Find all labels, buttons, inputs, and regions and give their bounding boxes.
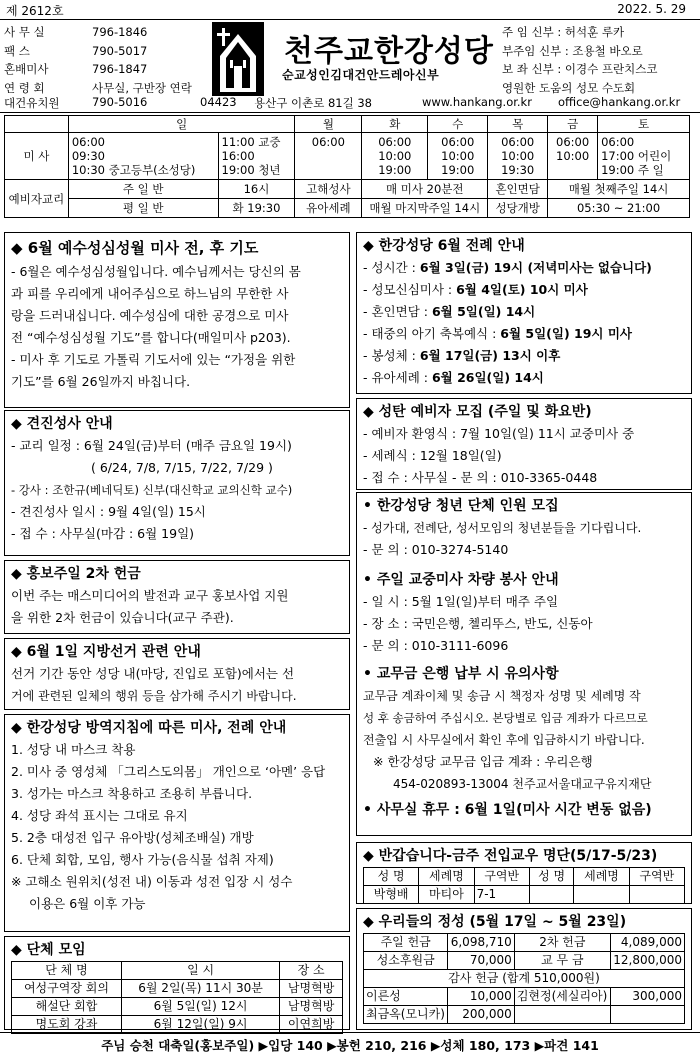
section-line: 선거 기간 동안 성당 내(마당, 진입로 포함)에서는 선 [11, 666, 295, 681]
section-line: 성 후 송금하여 주십시오. 본당별로 입금 계좌가 다르므로 [363, 711, 648, 725]
mass-time: 11:00 교중 [221, 135, 281, 149]
mass-time: 10:00 [501, 149, 535, 163]
schedule-corner [5, 116, 69, 133]
table-cell: 2차 헌금 [514, 934, 610, 952]
section-line: - 견진성사 일시 : 9월 4일(일) 15시 [11, 504, 206, 519]
section-title: ◆ 한강성당 6월 전례 안내 [363, 238, 525, 254]
section-line: 4. 성당 좌석 표시는 그대로 유지 [11, 808, 188, 823]
table-cell: 200,000 [448, 1006, 514, 1024]
table-cell: 남명혁방 [280, 998, 343, 1016]
mass-times-tue [362, 133, 428, 180]
column-header: 성 명 [364, 868, 419, 886]
issue-number: 제 2612호 [6, 4, 64, 18]
catechism-row [5, 199, 690, 218]
section-catechumen-recruit [356, 398, 692, 490]
table-header-row [12, 962, 343, 980]
table-cell: 마티아 [419, 886, 474, 904]
catechism-time: 16시 [218, 180, 295, 199]
column-header: 일 시 [121, 962, 279, 980]
info-label: 유아세례 [295, 199, 362, 218]
day-header: 수 [428, 116, 488, 133]
contact-label: 혼배미사 [4, 62, 49, 76]
section-confirmation [4, 410, 350, 556]
table-cell: 명도회 강좌 [12, 1016, 122, 1034]
patron-saint: 순교성인김대건안드레아신부 [282, 68, 440, 82]
section-line: 기도”를 6월 26일까지 바칩니다. [11, 374, 191, 389]
section-line: 이번 주는 매스미디어의 발전과 교구 홍보사업 지원 [11, 588, 289, 603]
mass-time: 06:00 [311, 135, 345, 149]
info-value: 매월 마지막주일 14시 [362, 199, 488, 218]
section-line: 2. 미사 중 영성체 「그리스도의몸」 개인으로 ‘아멘’ 응답 [11, 764, 326, 779]
section-line: 거에 관련된 일체의 행위 등을 삼가해 주시기 바랍니다. [11, 689, 297, 703]
footer-divider [0, 1032, 700, 1033]
issue-date: 2022. 5. 29 [617, 2, 686, 16]
contact-value: 사무실, 구반장 연락 [92, 80, 192, 95]
mass-row [5, 133, 690, 180]
mass-time: 06:00 [556, 135, 590, 149]
section-new-parishioners [356, 842, 692, 904]
section-offerings [356, 908, 692, 1030]
mass-time: 06:00 [378, 135, 412, 149]
liturgy-detail: 6월 4일(토) 10시 미사 [456, 282, 588, 297]
table-cell: 10,000 [448, 988, 514, 1006]
mass-time: 09:30 [71, 149, 106, 163]
liturgy-label: - 성모신심미사 : [363, 282, 457, 297]
section-line: 3. 성가는 마스크 착용하고 조용히 부릅니다. [11, 786, 253, 801]
liturgy-label: - 유아세례 : [363, 370, 432, 385]
section-title: ◆ 성탄 예비자 모집 (주일 및 화요반) [363, 404, 592, 420]
day-header: 목 [488, 116, 548, 133]
column-header: 구역반 [474, 868, 529, 886]
section-title: ◆ 6월 1일 지방선거 관련 안내 [11, 644, 201, 660]
info-value: 매 미사 20분전 [362, 180, 488, 199]
clergy-line: 주 임 신부 : 허석훈 루카 [502, 25, 625, 39]
header-bottom-divider [0, 112, 700, 113]
info-value: 05:30 ~ 21:00 [548, 199, 690, 218]
section-line: 6. 단체 회합, 모임, 행사 가능(음식물 섭취 자제) [11, 852, 274, 867]
mass-times-fri [548, 133, 598, 180]
liturgy-line [363, 367, 685, 389]
table-cell: 해설단 회합 [12, 998, 122, 1016]
section-notices [356, 492, 692, 836]
liturgy-label: - 봉성체 : [363, 348, 420, 363]
section-title: ◆ 반갑습니다-금주 전입교우 명단(5/17-5/23) [363, 848, 658, 864]
mass-time: 19:00 [378, 163, 412, 177]
mass-time: 06:00 [71, 135, 106, 149]
section-line: ※ 한강성당 교무금 입금 계좌 : 우리은행 [373, 754, 593, 769]
section-line: - 접 수 : 사무실(마감 : 6월 19일) [11, 526, 195, 541]
section-title: • 교무금 은행 납부 시 유의사항 [363, 666, 559, 682]
catechism-row [5, 180, 690, 199]
liturgy-line [363, 345, 685, 367]
offerings-table [363, 933, 685, 1024]
mass-time: 10:00 [556, 149, 590, 163]
section-line: 전출입 시 사무실에서 확인 후에 입금하시기 바랍니다. [363, 733, 645, 747]
liturgy-line [363, 257, 685, 279]
table-cell: 6월 12일(일) 9시 [121, 1016, 279, 1034]
column-header: 성 명 [529, 868, 573, 886]
thanks-title: 감사 헌금 (합계 510,000원) [364, 970, 685, 988]
section-line: - 일 시 : 5월 1일(일)부터 매주 주일 [363, 594, 559, 609]
table-row [12, 980, 343, 998]
catechism-time: 화 19:30 [218, 199, 295, 218]
mass-label: 미 사 [5, 133, 69, 180]
table-row [364, 1006, 685, 1024]
section-title: ◆ 홍보주일 2차 헌금 [11, 566, 141, 582]
table-cell [629, 886, 684, 904]
liturgy-label: - 성시간 : [363, 260, 420, 275]
section-title: ◆ 우리들의 정성 (5월 17일 ~ 5월 23일) [363, 914, 627, 930]
table-cell: 12,800,000 [610, 952, 684, 970]
liturgy-line [363, 323, 685, 345]
clergy-line: 영원한 도움의 성모 수도회 [502, 80, 636, 95]
mass-time: 06:00 [441, 135, 475, 149]
header-divider [0, 19, 700, 20]
section-line: - 문 의 : 010-3274-5140 [363, 542, 509, 557]
parish-name: 천주교한강성당 [284, 34, 494, 69]
section-line: - 접 수 : 사무실 - 문 의 : 010-3365-0448 [363, 470, 598, 485]
table-cell: 7-1 [474, 886, 529, 904]
mass-times-thu [488, 133, 548, 180]
contact-label: 대건유치원 [4, 96, 60, 110]
section-line: - 장 소 : 국민은행, 첼리뚜스, 반도, 신동아 [363, 616, 593, 631]
mass-time: 19:00 청년 [221, 163, 281, 177]
section-line: ※ 고해소 원위치(성전 내) 이동과 성전 입장 시 성수 [11, 874, 293, 889]
liturgy-label: - 혼인면담 : [363, 304, 432, 319]
catechism-label: 예비자교리 [5, 180, 69, 218]
section-line: - 교리 일정 : 6월 24일(금)부터 (매주 금요일 19시) [11, 438, 292, 453]
section-line: - 예비자 환영식 : 7월 10일(일) 11시 교중미사 중 [363, 426, 635, 441]
column-header: 장 소 [280, 962, 343, 980]
table-cell: 남명혁방 [280, 980, 343, 998]
section-june-liturgy [356, 232, 692, 394]
table-cell: 성소후원금 [364, 952, 448, 970]
day-header: 토 [598, 116, 690, 133]
postal-code: 04423 [200, 95, 237, 109]
table-row [364, 934, 685, 952]
section-title: ◆ 단체 모임 [11, 942, 86, 958]
table-row [12, 998, 343, 1016]
hymn-numbers: 주님 승천 대축일(홍보주일) ▶입당 140 ▶봉헌 210, 216 ▶성체 180, 173 ▶파견 141 [101, 1038, 599, 1053]
contact-value: 790-5016 [92, 95, 148, 109]
contact-row [4, 42, 192, 61]
mass-time: 10:00 [441, 149, 475, 163]
contact-label: 팩 스 [4, 43, 30, 58]
mass-time: 06:00 [601, 135, 635, 149]
church-logo-icon [212, 22, 264, 96]
day-header: 금 [548, 116, 598, 133]
section-line: 과 피를 우리에게 내어주심으로 하느님의 무한한 사 [11, 286, 289, 301]
table-cell [610, 1006, 684, 1024]
info-label: 혼인면담 [488, 180, 548, 199]
table-cell: 여성구역장 회의 [12, 980, 122, 998]
section-group-meetings [4, 936, 350, 1030]
section-line: - 성가대, 전례단, 성서모임의 청년분들을 기다립니다. [363, 521, 642, 535]
mass-time: 10:30 중고등부(소성당) [71, 163, 196, 177]
table-header-row [364, 868, 685, 886]
mass-times-mon [295, 133, 362, 180]
clergy-line: 보 좌 신부 : 이경수 프란치스코 [502, 62, 658, 76]
mass-time: 10:00 [378, 149, 412, 163]
column-header: 세례명 [574, 868, 629, 886]
clergy-line: 부주임 신부 : 조용철 바오로 [502, 43, 643, 58]
table-cell: 교 무 금 [514, 952, 610, 970]
mass-times-sun-1 [68, 133, 218, 180]
section-title: ◆ 견진성사 안내 [11, 416, 113, 432]
liturgy-detail: 6월 5일(일) 14시 [431, 304, 536, 319]
mass-time: 19:30 [501, 163, 535, 177]
table-cell [514, 1006, 610, 1024]
hymn-footer [0, 1036, 700, 1054]
section-line: 5. 2층 대성전 입구 유아방(성체조배실) 개방 [11, 830, 254, 845]
section-line: - 문 의 : 010-3111-6096 [363, 638, 509, 653]
contact-value: 796-1847 [92, 62, 148, 76]
contact-list [4, 23, 192, 97]
table-cell: 박형배 [364, 886, 419, 904]
column-header: 구역반 [629, 868, 684, 886]
table-cell: 주일 헌금 [364, 934, 448, 952]
day-header: 월 [295, 116, 362, 133]
section-line: 1. 성당 내 마스크 착용 [11, 742, 136, 757]
liturgy-detail: 6월 5일(일) 19시 미사 [500, 326, 632, 341]
section-title: ◆ 한강성당 방역지침에 따른 미사, 전례 안내 [11, 720, 287, 736]
schedule-header-row [5, 116, 690, 133]
mass-time: 17:00 어린이 [601, 149, 672, 163]
table-row [364, 886, 685, 904]
section-covid-guidelines [4, 714, 350, 932]
street-address: 용산구 이촌로 81길 38 [254, 96, 372, 110]
section-title: ◆ 6월 예수성심성월 미사 전, 후 기도 [11, 239, 259, 257]
new-parishioners-table [363, 867, 685, 904]
table-cell: 최금옥(모니카) [364, 1006, 448, 1024]
mass-time: 16:00 [221, 149, 255, 163]
section-line: 을 위한 2차 헌금이 있습니다(교구 주관). [11, 610, 234, 625]
table-cell: 300,000 [610, 988, 684, 1006]
group-meetings-table [11, 961, 343, 1034]
table-cell: 이연희방 [280, 1016, 343, 1034]
table-cell: 6,098,710 [448, 934, 514, 952]
catechism-class: 평 일 반 [68, 199, 218, 218]
contact-row [4, 60, 192, 79]
mass-schedule-table [4, 115, 690, 218]
liturgy-label: - 태중의 아기 축복예식 : [363, 326, 501, 341]
section-line: 랑을 드러내십니다. 예수성심에 대한 공경으로 미사 [11, 308, 289, 323]
section-line: 교무금 계좌이체 및 송금 시 책정자 성명 및 세례명 작 [363, 689, 641, 703]
section-line: 전 “예수성심성월 기도”를 합니다(매일미사 p203). [11, 330, 291, 345]
contact-value: 790-5017 [92, 43, 148, 58]
section-line: - 세례식 : 12월 18일(일) [363, 448, 502, 463]
table-row [364, 970, 685, 988]
clergy-list [502, 23, 657, 97]
mass-times-wed [428, 133, 488, 180]
email-link[interactable]: office@hankang.or.kr [558, 95, 681, 109]
section-line: - 강사 : 조한규(베네딕토) 신부(대신학교 교의신학 교수) [11, 483, 293, 497]
info-label: 성당개방 [488, 199, 548, 218]
info-value: 매월 첫째주일 14시 [548, 180, 690, 199]
liturgy-detail: 6월 3일(금) 19시 (저녁미사는 없습니다) [419, 260, 652, 275]
section-sacred-heart [4, 232, 350, 408]
contact-row [4, 23, 192, 42]
contact-label: 연 령 회 [4, 80, 45, 95]
table-row [12, 1016, 343, 1034]
day-header: 일 [68, 116, 295, 133]
section-media-collection [4, 560, 350, 634]
section-line: 454-020893-13004 천주교서울대교구유지재단 [393, 777, 652, 791]
mass-time: 19:00 [441, 163, 475, 177]
liturgy-line [363, 301, 685, 323]
table-cell: 이른성 [364, 988, 448, 1006]
table-cell: 김현정(세실리아) [514, 988, 610, 1006]
table-cell: 70,000 [448, 952, 514, 970]
contact-label: 사 무 실 [4, 25, 45, 39]
mass-time: 06:00 [501, 135, 535, 149]
section-line: 이용은 6월 이후 가능 [29, 896, 146, 911]
section-line: - 6월은 예수성심성월입니다. 예수님께서는 당신의 몸 [11, 264, 301, 279]
liturgy-detail: 6월 26일(일) 14시 [431, 370, 544, 385]
catechism-class: 주 일 반 [68, 180, 218, 199]
table-row [364, 952, 685, 970]
table-cell [529, 886, 573, 904]
section-line: ( 6/24, 7/8, 7/15, 7/22, 7/29 ) [91, 460, 273, 475]
section-line: - 미사 후 기도로 가톨릭 기도서에 있는 “가정을 위한 [11, 352, 296, 367]
table-cell: 4,089,000 [610, 934, 684, 952]
table-row [364, 988, 685, 1006]
column-header: 단 체 명 [12, 962, 122, 980]
contact-value: 796-1846 [92, 25, 148, 39]
website-link[interactable]: www.hankang.or.kr [422, 95, 532, 109]
section-title: • 한강성당 청년 단체 인원 모집 [363, 498, 559, 514]
section-title: • 주일 교중미사 차량 봉사 안내 [363, 572, 559, 588]
liturgy-detail: 6월 17일(금) 13시 이후 [419, 348, 561, 363]
liturgy-line [363, 279, 685, 301]
table-cell [574, 886, 629, 904]
table-cell: 6월 2일(목) 11시 30분 [121, 980, 279, 998]
mass-time: 19:00 주 일 [601, 163, 664, 177]
column-header: 세례명 [419, 868, 474, 886]
section-title: • 사무실 휴무 : 6월 1일(미사 시간 변동 없음) [363, 802, 652, 818]
mass-times-sat [598, 133, 690, 180]
day-header: 화 [362, 116, 428, 133]
info-label: 고해성사 [295, 180, 362, 199]
section-election-notice [4, 638, 350, 710]
mass-times-sun-2 [218, 133, 295, 180]
table-cell: 6월 5일(일) 12시 [121, 998, 279, 1016]
bulletin-header [0, 0, 700, 110]
